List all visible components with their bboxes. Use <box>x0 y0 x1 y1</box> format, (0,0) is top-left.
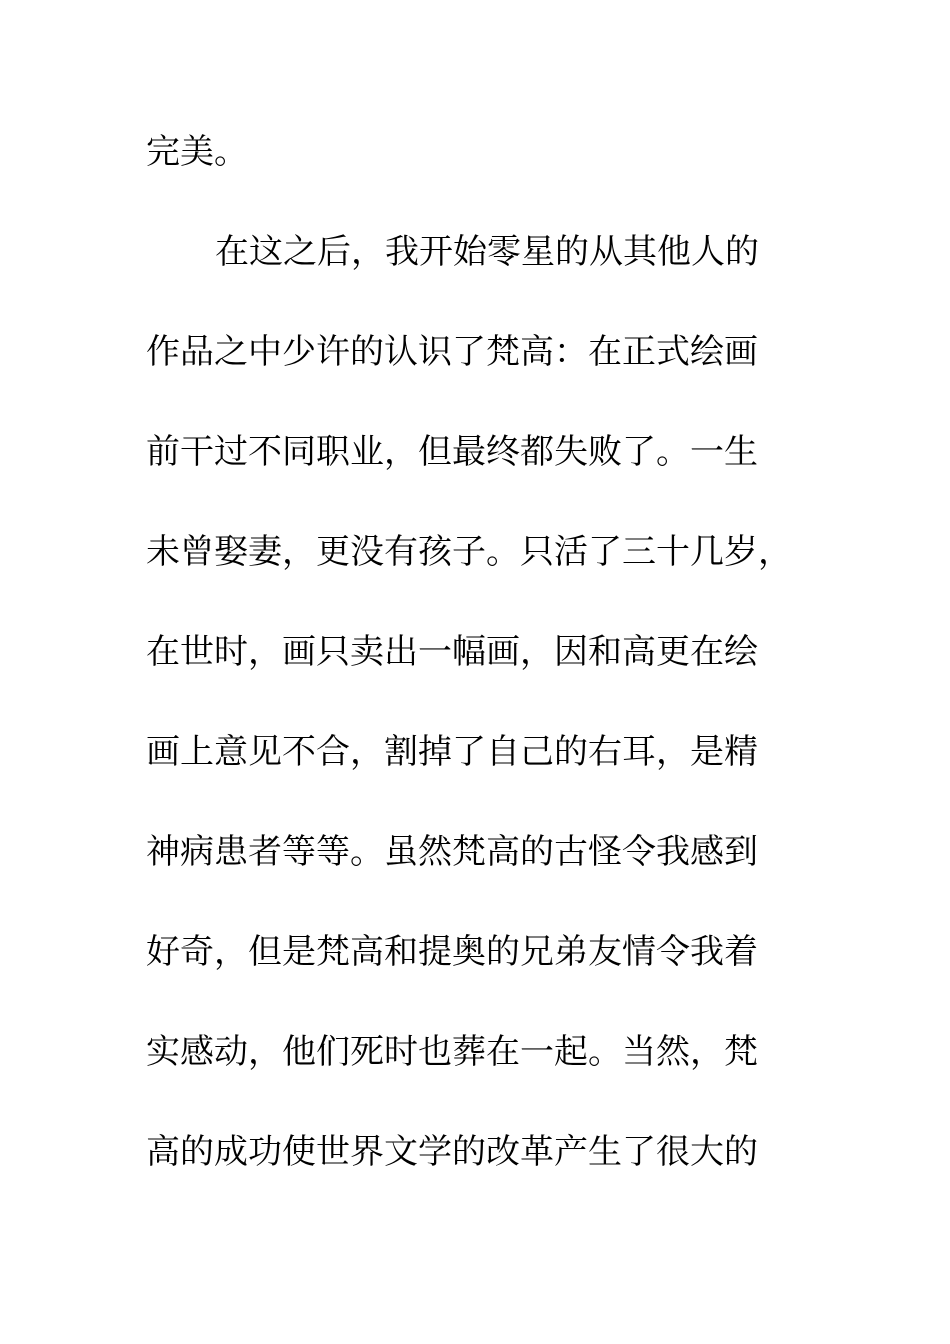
text-line: 完美。 <box>146 132 248 172</box>
text-line: 高的成功使世界文学的改革产生了很大的 <box>146 1132 758 1172</box>
text-line: 实感动，他们死时也葬在一起。当然，梵 <box>146 1032 758 1072</box>
text-line: 神病患者等等。虽然梵高的古怪令我感到 <box>146 832 758 872</box>
paragraph-first-line: 在这之后，我开始零星的从其他人的 <box>215 232 759 272</box>
text-line: 好奇，但是梵高和提奥的兄弟友情令我着 <box>146 932 758 972</box>
text-line: 前干过不同职业，但最终都失败了。一生 <box>146 432 758 472</box>
text-line: 未曾娶妻，更没有孩子。只活了三十几岁， <box>146 532 792 572</box>
text-line: 在世时，画只卖出一幅画，因和高更在绘 <box>146 632 758 672</box>
text-line: 作品之中少许的认识了梵高：在正式绘画 <box>146 332 758 372</box>
text-line: 画上意见不合，割掉了自己的右耳，是精 <box>146 732 758 772</box>
